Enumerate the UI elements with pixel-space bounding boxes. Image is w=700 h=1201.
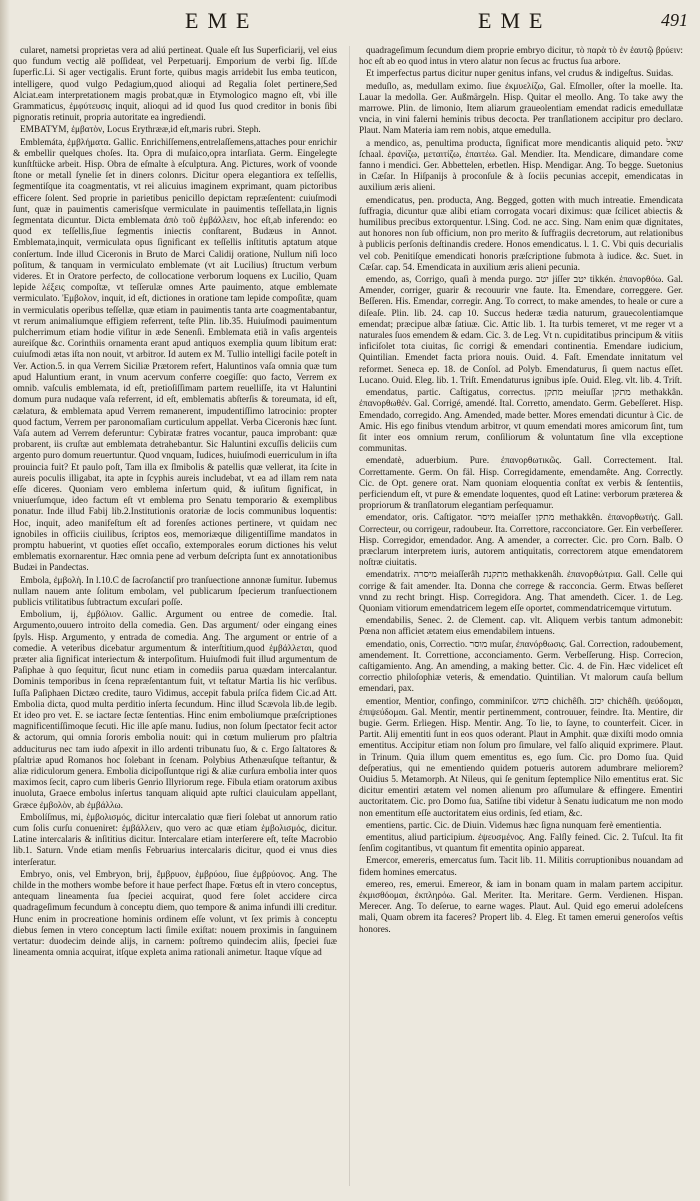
dictionary-entry: Embolium, ij, ἐμβόλιον. Gallic. Argument ou entree de comedie. Ital. Argumento,ouuero introito della comedia. Gen. Das argument/ oder eingang eines ſpyls. Hisp. Argumento, y entrada de comedia. Ang. The argument or entrie of a comedie. A veteribus dicebatur argumentum & interſtitium,quod ἐμβάλλεται, quod præter alia ſignificat interiectum & interpoſitum. Huiuſmodi fuit illud argumentum de Paſiphae à quo ſequitur, ſicut nunc etiam in comediis parua quædam intercalantur. Dominis temporibus in ſcena repræſentantum fuit, vt teſtatur Martia lis hic verſibus. Iuſſa Paſiphaen Dictæo credite, tauro Vidimus, accepit fabula priſca fidem Cic.ad Att. Embolia dicta, quod multa perditio inſerta ſecundum. Hinc illud Scævola lib.de legib. Et ideo pro vet. E. se iactare ſectæ ſententias. Hinc enim emboliumque præſcriptiones magnificentiſſimoque ſecuti. Hic ille apſe manu. Iudius, non ſolum ſpectator fecit actor & actorum, qui omnia ſororis embolia nouit: qui in cœtum mulierum pro pſaltria adduciturus nec tam iudo aſpexit in illo ardenti tribunatu ſuo, & c. Ergo ſaltatores & pſaltriæ apud Romanos hoc ſolebant in ſcenam. Polybius Athenæuſque teſtantur, & aliæ ridiculorum genera. Embolia dicipoſſuntque rigi & aliæ curſura embolia inter quos maximos ſecit, capro cum liberis Genrio Illyriorum rege. Fibula etiam oratorum axibus inuoluta, Graece embolus inſertus tanquam aliquid apte ruſtici clauiculam appellant, Græce ἐμβολὸν, ab ἐμβάλλω. — [13, 610, 337, 811]
page-header — [0, 8, 700, 38]
dictionary-entry: cularet, nametsi proprietas vera ad aliú pertineat. Quale eſt Ius Superficiarij, vel eius quo fundum vectig alē poſſideat, vel Perpetuarij. Emporium de verbi ſig. Iſſ.de ſuperfic.Li. Si ager vectigalis. Erunt forte, quibus magis arridebit Ius emba teuticon, intelligere, quod vulgo Pedagium,quod alioqui ad Regalia ſolet pertinere,Sed Alciat.eam interpretationem magis probat,quæ in Etymologico magno eſt, vbi ille Grammaticus, ἐμφύτευσις inquit, alioqui ad id quod Ius quod creditor in bonis ſibi pignoratis retinuit, propria autoritate ea ingrediendi. — [13, 46, 337, 124]
dictionary-entry: EMBATYM, ἐμβατὸν, Locus Erythrææ,id eſt,maris rubri. Steph. — [20, 125, 261, 136]
dictionary-entry: Embolíſmus, mi, ἐμβολισμός, dicitur intercalatio quæ fieri ſolebat ut annorum ratio cum ſolis curſu conueniret: ἐμβάλλειν, quo vero ac quæ etiam ἐμβολισμός, dicitur. Latine intercalaris & inſititius dicitur. Intercalare etiam interſerere eſt, teſte Macrobio lib.1. Saturn. Vnde etiam menſis Februarius intercalaris dicitur, quod ei vnus dies interſeratur. — [13, 812, 337, 868]
page-number: 491 — [661, 10, 688, 30]
dictionary-entry: Emercor, emereris, emercatus ſum. Tacit lib. 11. Militis corruptionibus nouandam ad fidem homines emercatus. — [359, 856, 683, 878]
column-divider — [349, 46, 350, 1186]
dictionary-entry: ementiens, partic. Cic. de Diuin. Videmus hæc ſigna nunquam ferè ementientia. — [366, 820, 662, 831]
running-head-left: EME — [185, 8, 259, 33]
left-column — [13, 46, 337, 1194]
dictionary-entry: emendatrix. מיסרה meiaſſerâh מתקנת methakkenâh. ἐπανορθώτρια. Gall. Celle qui corrige & fait amender. Ita. Donna che correge & racconcia. Germ. Etwas beſſeret vnnd zu recht bringt. Hisp. Corregidora. Ang. That amendeth. Cicer. 1. de Leg. Quoniam vitiorum emendatricem legem eſſe oportet, commendatricemque virtutum. — [359, 570, 683, 614]
dictionary-entry: emendator, oris. Caſtigator. מיסר meiaſſer מתקן methakkên. ἐπανορθωτής. Gall. Correcteur, ou corrigeur, radoubeur. Ita. Correttore, racconciatore. Ger. Ein verbeſſerer. Hisp. Corregidor, emendador. Ang. A amender, a correcter. Cic. pro Corn. Balb. O præclarum interpretem iuris, autorem antiquitatis, correctorem atque emendatorem noſtræ ciuitatis. — [359, 513, 683, 569]
dictionary-entry: emereo, res, emerui. Emereor, & iam in bonam quam in malam partem accipitur. ἐκμισθόομαι, ἐκπληρόω. Gal. Meriter. Ita. Meritare. Germ. Verdienen. Hispan. Merecer. Ang. To deſerue, to earne wages. Plaut. Aul. Quid ego emerui adoleſcens mali, Quam obrem ita faceres? Propert lib. 4. Eleg. Et tamen emerui generoſos veſtis honores. — [359, 879, 683, 935]
dictionary-entry: Emblemáta, ἐμβλήματα. Gallic. Enrichiſſemens,entrelaſſemens,attaches pour enrichir & embellir quelques choſes. Ita. Opra di muſaico,opra intarſiata. Germ. Eingelegte kunſtſtücke arbeit. Hisp. Obra de eſmalte à eſculptura. Ang. Pictures, work of voonde ſtone or metall ſynelie ſet in diners colonrs. Dicitur opera elegantiora ex teſſellis, ſegmentiſque ita coagmentatis, vt rei alicuius imaginem exprimant, quam pictoribus efficere ſolent. Sed proprie in parietibus penicillo depictam repræſentent: cuiuſmodi ſunt, quæ in pauimentis camerisſque vermiculate in pauimentis teſſellata,in lignis ſegmentata dicuntur. Dicta emblemata ἀπὸ τοῦ ἐμβάλλειν, hoc eſt,ab inferendo: eo quod ex teſſellis,ſiue ſegmentis iniectis conſtarent, Budæus in Annot. Emblemata,inquit, vermiculata opus ſignificant ex teſſellis inſtitutis aptatum atque conſertum. Inde illud Ciceronis in Bruto de Marci Calidij oratione, Nullum niſi loco poſitum, & tanquam in vermiculato emblemate (vt ait Lucilius) ſtructum verbum videres. Et in Oratore perfecto, de collocatione verborum loquens ex Lucilio, Quam lepide λέξεις compoſtæ, vt teſſerulæ omnes Arte pauimento, atque emblemate vermiculato. Ἐμβολον, inquit, id eſt, dictiones in oratione tam lepide compoſitæ, quam in vermiculatis operibus teſſellæ, quæ etiam in pauimentis tanta arte coagmentabantur, vt rerum animaliumque effigiem referrent, teſte Plin. lib.35. Huiuſmodi pauimentum pulcherrimum etiam hodie viſitur in æde Senenſi. Emblemata etiã in vaſis argenteis aureiſque &c. Corinthiis ornamenta erant apud antiquos exemplia quum libitum erat: cuiuſmodi ætas iſta non nouit, vt arbitror. Id autem ex M. Tullio intelligi facile poteſt in Ver. Action.5. in qua Verrem Siciliæ Prætorem refert, Haluntinos vaſa omnia quæ tum apud Haluntium erant, in vnum acervum conferre coegiſſe: quo facto, Verrem ex omnib. vaſculis emblemata, id eſt, pretioſiſſimam partem reuelliſſe, ita vt Haluntini domum pura nudaque vaſa referrent, id eſt, emblematis abſterſis & toreumata, id eſt, cælatura, & emblemata apud Verrem remanerent, impudentiſſimo latrocinio: propter quod factum, Verrem per paronomaſiam curticulum appellat. Verba Ciceronis hæc ſunt. Vaſa autem ad Verrem deferuntur: Cybiratæ fratres vocantur, pauca improbant: quæ probarent, iis cruſtæ aut emblemata detrahebantur. Sic Haluntini excuſſis deliciis cum argento puro domum reuertuntur. Quod vnquam, Iudices, huiuſmodi euerriculum in iſta prouincia fuit? Et paulo poſt, Tam illa ex ſlmibolis & patellis quæ vellerat, ita ſcite in aureis poculis illigabat, ita apte in ſcyphis aureis includebat, vt ea ad illam rem nata eſſe diceres. Quoniam vero emblema inſertum quid, & iuſitum ſignificat, in vniuerſumque, ideo factum eſt vt emblema pro Senatu temporario & exemplibus ponatur. Inde illud Fabij lib.2.Institutionis oratoriæ de locis communibus loquentis: Hoc, inquit, adeo manifeſtum eſt ad forenſes actiones pertinere, vt quidam nec ignobiles in officiis ciuilibus, ſcriptos eos, memoriæque diligentiſſime mandatos in promptu habuerint, vt quoties eſſet occaſio, extemporales eorum dictiones his velut emblematis exornarentur. Hæc omnia pene ad verbum deſcripta ſunt ex annotationibus Budæi in Pandectas. — [13, 137, 337, 574]
running-head-right: EME — [478, 8, 552, 33]
dictionary-entry: Embola, ἐμβολὴ. In l.10.C de ſacroſanctiſ pro tranſuectione annonæ ſumitur. Iubemus nullam nauem ante ſolitum embolam, vel publicarum ſpecierum tranſuectionem publicis vtilitatibus ſubtractum excuſari poſſe. — [13, 575, 337, 608]
dictionary-entry: ementitus, aliud participium. ἐψευσμένος. Ang. Falſly feined. Cic. 2. Tuſcul. Ita fit ſenſim cogitantibus, vt quantum fit ementita opinio appareat. — [359, 833, 683, 855]
dictionary-entry: emendatus, partic. Caſtigatus, correctus. מתקן meiuſſar מתקן methakkân. ἐπανορθωθέν. Gal. Corrigé, amendé. Ital. Corretto, amendato. Germ. Gebeſſeret. Hisp. Emendado, corregido. Ang. Amended, made better. Mores emendati dicuntur à Cic. de Amic. His ego finibus vtendum arbitror, vt quum emendati mores amicorum ſint, tum ſit inter eos omnium rerum, conſiliorum & voluntatum ſine vlla exceptione communitas. — [359, 388, 683, 455]
dictionary-entry: emendo, as, Corrigo, quaſi à menda purgo. יטב jiſſer יטב tikkén. ἐπανορθόω. Gal. Amender, corriger, guarir & recouurir vne faute. Ita. Emendare, correggere. Ger. Beſſeren. His. Emendar, corregir. Ang. To correct, to make amendes, to heale or cure a diſeaſe. Plin. lib. 24. cap 10. Succus hederæ tædia naturum, grauecolentiamque emendat; præcipue albæ ſatiuæ. Cic. Attic lib. 1. Ita turbis temeret, vt me reger vt a naturales ſuos emendem & edam. Cic. 3. de Leg. Vt n. cupiditatibus principum & vitiis inficiſolet tota ciuitas, ſic corrigi & emendari continentia. Emendare iudicium, Quintilian. Emendet facta priora nouis. Ouid. 4. Faſt. Emendate innitatum vel reformet. Seneca ep. 18. de Conſol. ad Polyb. Emendaturus, ſi quem nactus eſſet. Lucano. Ouid. Eleg. lib. 1. Triſt. Emendaturus ignibus ipſe. Ouid. Eleg. vlt. lib. 4. Triſt. — [359, 275, 683, 386]
dictionary-entry: Et imperfectus partus dicitur nuper genitus infans, vel crudus & indigeſtus. Suidas. — [366, 69, 674, 80]
dictionary-entry: meduſlo, as, medullam eximo. ſiue ἐκμυελίζω, Gal. Eſmoller, oſter la moelle. Ita. Lauar la medolla. Ger. Außmärgeln. Hisp. Quitar el meollo. Ang. To take awy the marrowe. Plin. de limonio, Item aliarum graueolentiam emendat radicis emedullatæ vncia, in vini falerni heminis tribus decocta. Per tranſlationem accipitur pro declaro. Plaut. Nam Materia iam rem nobis, atque emedulla. — [359, 81, 683, 137]
dictionary-entry: ementior, Mentior, confingo, comminiſcor. כחש chichêſh. יכזב chichêſh. ψεύδομαι, ἐπιψεύδομαι. Gal. Mentir, mentir pertinemment, controuuer, feindre. Ita. Mentire, dir bugie. Germ. Erliegen. Hisp. Mentir. Ang. To lie, to ſayne, to counterfeit. Cicer. in Partit. Alij ementiti ſunt in eos quos oderant. Plaut in Amphit. quæ dixiſti modo omnia ementitus. Accipitur etiam non ſolum pro ſimulare, vel falſo aliquid exprimere. Plaut. in Trinum. Quia illum quem ementitus es, ego ſum. Cic. pro Domo ſua. Quid deſperatius, qui ne ementiendo quidem potueris autorem adumbrare meliorem? Ouidius 5. Metamorph. At Nileus, qui ſe genitum ſeptemplice Nilo ementitus erat. Sic dicitur ementiri ætatem vel nomen alienum pro aſſumulare & effingere. Ementiri auctoritatem. Cic. pro Domo ſua, Satiſne tibi videtur à Senatu iudicatum me non modo non ementitum eſſe auctoritatem eius ordinis, ſed etiam, &c. — [359, 696, 683, 819]
dictionary-entry: emendatio, onis, Correctio. מוסר muſar, ἐπανόρθωσις. Gal. Correction, radoubement, amendement. It. Correttione, acconciamento. Germ. Verbeſſerung. Hisp. Correcion, caſtigamiento. Ang. An amending, a making better. Cic. 4. de Fin. Hæc videlicet eſt correctio philoſophiæ veteris, & emendatio. Quintilian. Vt malorum cauſa bellum emendari, pax. — [359, 639, 683, 695]
right-column — [359, 46, 683, 1194]
dictionary-entry: a mendico, as, penultima producta, ſignificat more mendicantis aliquid peto. שאל ſchaal. ἐρανίζω, μεταιτίζω, ἐπαιτέω. Gal. Mendier. Ita. Mendicare, dimandare come fanno i mendici. Ger. Abbettelen, erbetlen. Hisp. Mendigar. Ang. To begge. Suetonius in Cæſar. In Hiſpanijs à proconſule & à ſociis pecunias accepit, emendicatas in auxilium æris alieni. — [359, 138, 683, 194]
page-edge-shadow — [0, 0, 10, 1201]
dictionary-entry: quadrageſimum ſecundum diem proprie embryo dicitur, τὸ παρὰ τὸ ἐν ἑαυτῷ βρύειν: hoc eſt ab eo quod intus in vtero alatur non ſecus ac fructus ſua arbore. — [359, 46, 683, 68]
dictionary-entry: emendicatus, pen. producta, Ang. Begged, gotten with much intreatie. Emendicata ſuffragia, dicuntur quæ alibi etiam corrogata vocari diximus: quæ ſcilicet abiectis & humilibus precibus extorquentur. l.Sing. Cod. ne acc. Sing. Nam enim quæ dignitates, aut honores non ſub officium, non pro merito & ſuffragiis decretorum, aut relationibus à publicis perſonis deſtinandis credere. Honos emendicatus. l. 1. C. Vbi quis decurialis vel cob. Penitiſque emendicati honoris præſcriptione ſubmota à iudice. &c. Suet. in Cæſar. cap. 54. Emendicata in auxilium æris alieni pecunia. — [359, 195, 683, 273]
dictionary-entry: Embryo, onis, vel Embryon, brij, ἔμβρυον, ἐμβρύου, ſiue ἐμβρύονος. Ang. The childe in the mothers wombe before it haue perfect ſhape. Fœtus eſt in vtero conceptus, antequam lineamenta ſua ſpeciei acquirat, quod fere ſolet accidere circa quadrageſimum fecundum à conceptu diem, quo tempore & anima infundi illi creditur. Hunc enim in procreatione hominis ordinem eſſe volunt, vt ſex primis à conceptu diebus ſemen in vtero conceptum lacti ſimile exiſtat: nouem proximis in ſanguinem vertatur: duodecim deinde alijs, in carnem: poſtremo quindecim aliis, ſpeciei ſuæ lineamenta omnia acquirat, itſque expleta anima rationali animetur. Itaque vſque ad — [13, 869, 337, 959]
dictionary-entry: emendatè, aduerbium. Pure. ἐπανορθωτικῶς. Gall. Correctement. Ital. Correttamente. Germ. On fäl. Hisp. Corregidamente, emendamête. Ang. Correctly. Cic. de Opt. genere orat. Nam quoniam eloquentia conſtat ex verbis & ſententiis, perficiendum eſt, vt pure & emendate loquentes, quod eſt Latine: verborum præterea & propriorum & tranſlatorum elegantiam perſequamur. — [359, 456, 683, 512]
dictionary-entry: emendabilis, Senec. 2. de Clement. cap. vlt. Aliquem verbis tantum admonebit: Pœna non afficiet ætatem eius emendabilem intuens. — [359, 616, 683, 638]
